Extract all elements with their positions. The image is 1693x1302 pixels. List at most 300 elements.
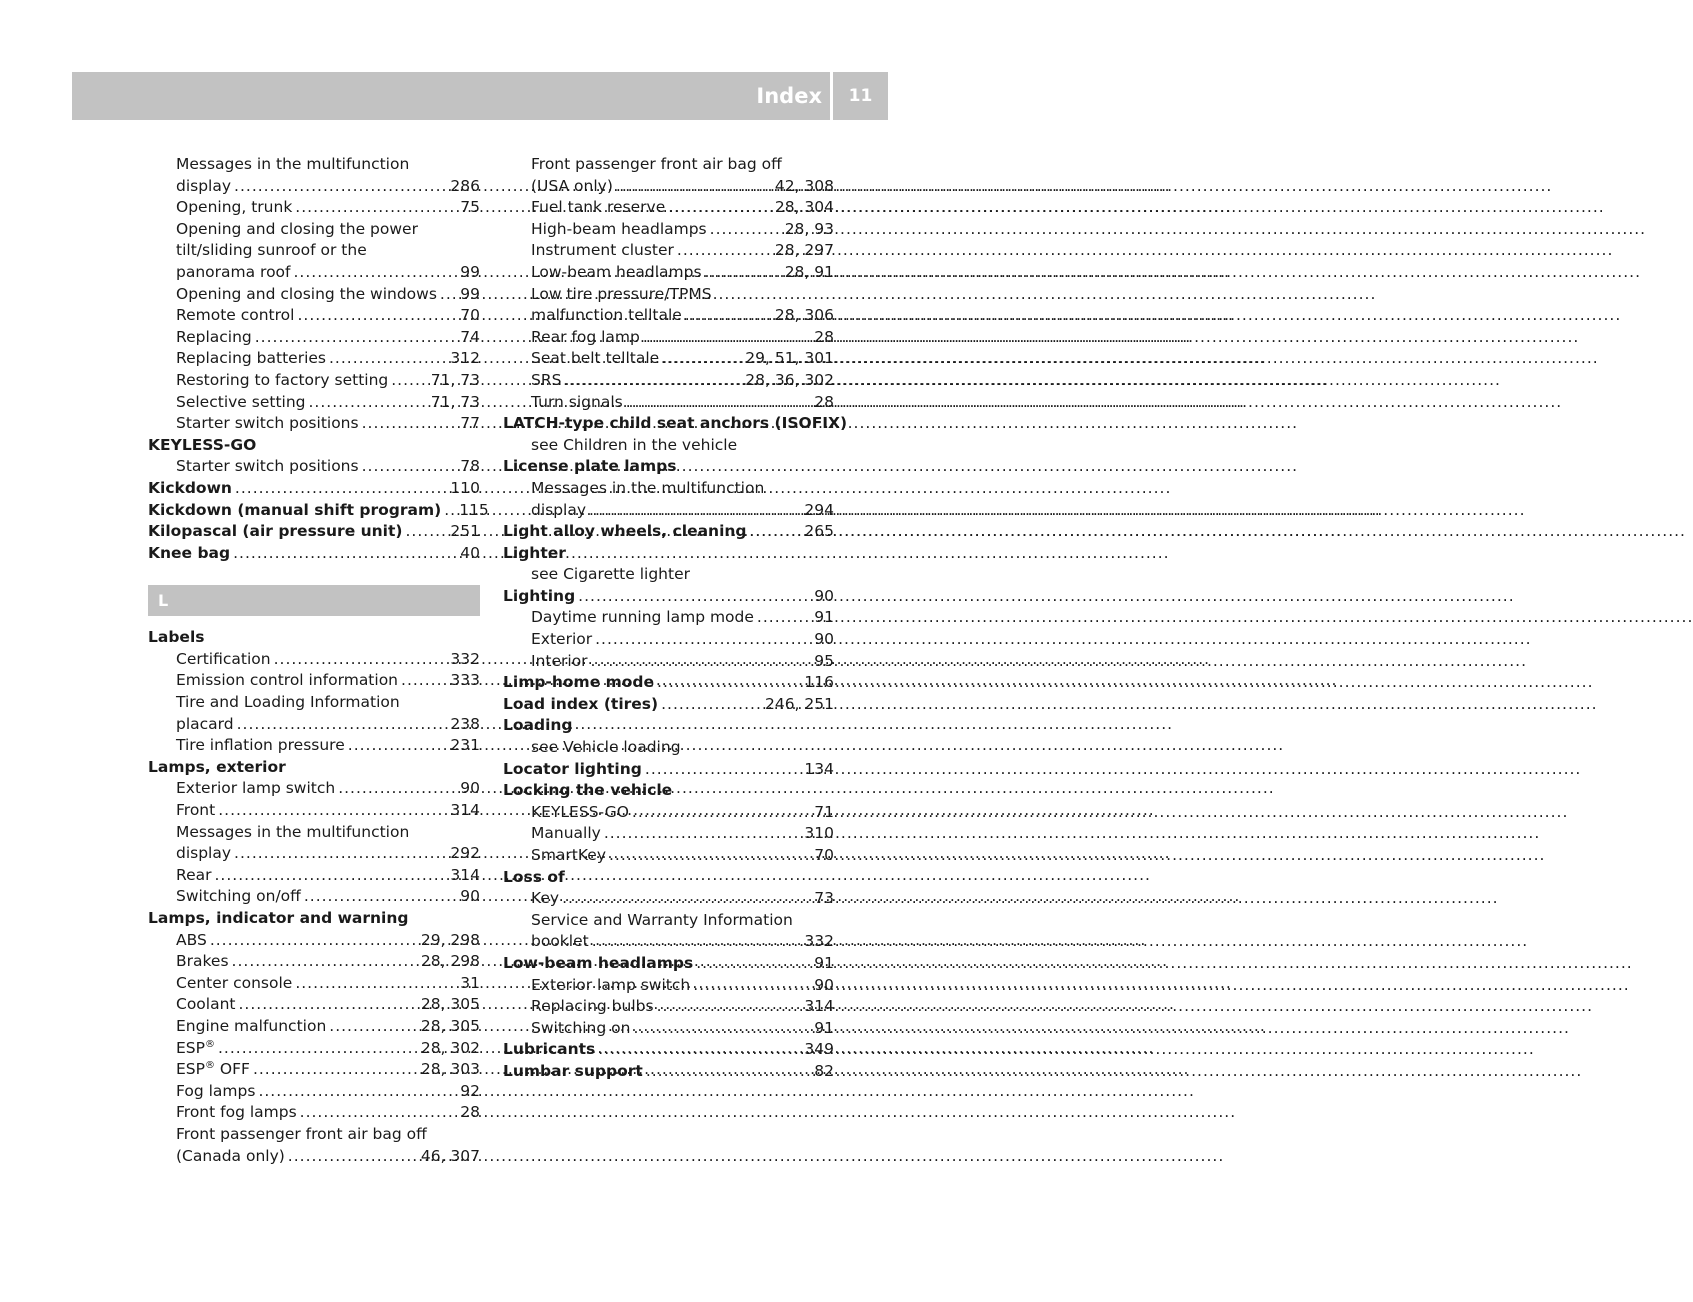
index-heading: [503, 456, 834, 478]
dot-leader: [329, 1016, 418, 1038]
index-entry: [503, 327, 834, 349]
index-entry: [148, 1124, 480, 1146]
dot-leader: [214, 865, 447, 887]
entry-text: Front: [176, 801, 216, 820]
dot-leader: [564, 370, 742, 392]
entry-text: SRS: [531, 370, 562, 389]
index-list-l-part1: [148, 627, 480, 1167]
dot-leader: [661, 694, 762, 716]
index-entry: [148, 843, 480, 865]
index-heading: [503, 759, 834, 781]
index-entry: [148, 370, 480, 392]
dot-leader: [657, 672, 801, 694]
dot-leader: [589, 500, 801, 522]
page-ref[interactable]: 332: [450, 649, 480, 668]
entry-text: Emission control information: [176, 671, 399, 690]
index-entry: [148, 392, 480, 414]
dot-leader: [592, 931, 802, 953]
index-list-l-part2: [503, 154, 848, 1083]
index-entry: [503, 305, 834, 327]
entry-text: Kickdown: [148, 478, 232, 497]
index-heading: [503, 953, 834, 975]
page-ref[interactable]: 90: [460, 779, 480, 798]
entry-text: Replacing batteries: [176, 349, 326, 368]
page-ref[interactable]: 92: [460, 1081, 480, 1100]
registered-mark: ®: [204, 1038, 215, 1050]
page-ref[interactable]: 73: [814, 889, 834, 908]
page-ref[interactable]: 31: [460, 973, 480, 992]
entry-text: Fog lamps: [176, 1081, 256, 1100]
dot-leader: [233, 543, 457, 565]
page-ref[interactable]: 110: [450, 478, 480, 497]
page-ref[interactable]: 314: [804, 997, 834, 1016]
entry-text: ABS: [176, 930, 207, 949]
index-entry: [503, 823, 834, 845]
page-ref[interactable]: 71: [814, 802, 834, 821]
entry-text: Lighting: [503, 586, 576, 605]
dot-leader: [705, 262, 782, 284]
index-entry: [503, 996, 834, 1018]
index-entry: [503, 737, 834, 759]
dot-leader: [562, 888, 811, 910]
entry-text: Lamps, indicator and warning: [148, 909, 409, 927]
page-ref[interactable]: 28, 303: [420, 1060, 480, 1079]
entry-text: Rear fog lamp: [531, 327, 640, 346]
dot-leader: [253, 1059, 418, 1081]
page-ref[interactable]: 29, 51, 301: [745, 349, 834, 368]
entry-text: Instrument cluster: [531, 241, 674, 260]
page-ref[interactable]: 294: [804, 500, 834, 519]
entry-text: Locking the vehicle: [503, 781, 673, 800]
page-ref[interactable]: 246, 251: [764, 694, 834, 713]
section-letter-bar: L: [148, 585, 480, 616]
header-title: Index: [756, 84, 822, 108]
page-ref[interactable]: 71, 73: [430, 370, 480, 389]
entry-text: Seat belt telltale: [531, 349, 660, 368]
entry-text: Interior: [531, 651, 588, 670]
page-ref[interactable]: 90: [814, 630, 834, 649]
index-entry: [148, 714, 480, 736]
entry-text: Messages in the multifunction: [176, 822, 410, 841]
entry-text: Light alloy wheels, cleaning: [503, 522, 747, 541]
index-heading: [503, 1061, 834, 1083]
dot-leader: [668, 197, 772, 219]
page-number: 11: [848, 86, 873, 106]
index-entry: [148, 649, 480, 671]
dot-leader: [406, 521, 448, 543]
index-heading: [503, 780, 834, 802]
page-ref[interactable]: 77: [460, 414, 480, 433]
index-entry: [148, 930, 480, 952]
page-ref[interactable]: 28, 306: [774, 306, 834, 325]
page-ref[interactable]: 115: [459, 500, 489, 519]
index-entry: [503, 197, 834, 219]
index-entry: [503, 888, 834, 910]
dot-leader: [591, 651, 812, 673]
dot-leader: [595, 629, 811, 651]
entry-text: Engine malfunction: [176, 1016, 327, 1035]
entry-text: Tire and Loading Information: [176, 693, 400, 712]
page-ref[interactable]: 314: [450, 801, 480, 820]
dot-leader: [391, 370, 427, 392]
page-ref[interactable]: 82: [814, 1061, 834, 1080]
page-ref[interactable]: 28, 298: [420, 952, 480, 971]
page-ref[interactable]: 28: [814, 327, 834, 346]
index-entry: [503, 435, 834, 457]
page-header: [72, 72, 888, 120]
entry-text: Lamps, exterior: [148, 757, 286, 776]
index-heading: [503, 543, 834, 565]
entry-text: Opening and closing the windows: [176, 284, 437, 303]
index-heading: [503, 867, 834, 889]
index-entry: [503, 478, 834, 500]
dot-leader: [662, 348, 742, 370]
entry-text: Lumbar support: [503, 1061, 643, 1080]
index-heading: [503, 413, 848, 435]
page-ref[interactable]: 28, 304: [774, 198, 834, 217]
entry-text: License plate lamps: [503, 457, 677, 476]
index-entry: [148, 219, 480, 241]
page-ref[interactable]: 312: [450, 349, 480, 368]
entry-text: Certification: [176, 649, 271, 668]
dot-leader: [258, 1081, 457, 1103]
page-ref[interactable]: 333: [450, 671, 480, 690]
entry-text: Front passenger front air bag off: [176, 1124, 427, 1143]
page-ref[interactable]: 28, 305: [420, 995, 480, 1014]
page-ref[interactable]: 28: [814, 392, 834, 411]
page-ref[interactable]: 74: [460, 327, 480, 346]
dot-leader: [645, 759, 802, 781]
dot-leader: [632, 802, 811, 824]
entry-text: Coolant: [176, 995, 236, 1014]
entry-text: Fuel tank reserve: [531, 198, 666, 217]
index-entry: [148, 413, 480, 435]
entry-text: Limp-home mode: [503, 673, 655, 692]
page-ref[interactable]: 99: [460, 262, 480, 281]
dot-leader: [338, 778, 457, 800]
dot-leader: [297, 305, 457, 327]
index-entry: [148, 176, 480, 198]
entry-text: Front fog lamps: [176, 1103, 297, 1122]
index-heading: [148, 435, 480, 457]
entry-text: Daytime running lamp mode: [531, 608, 754, 627]
page-ref[interactable]: 286: [450, 176, 480, 195]
dot-leader: [657, 996, 802, 1018]
page-ref[interactable]: 28, 91: [784, 262, 834, 281]
dot-leader: [362, 413, 458, 435]
page-ref[interactable]: 238: [450, 714, 480, 733]
page-ref[interactable]: 231: [450, 736, 480, 755]
index-entry: [148, 240, 480, 262]
dot-leader: [677, 240, 772, 262]
index-heading: [148, 478, 480, 500]
index-heading: [503, 694, 834, 716]
index-column-left: [148, 154, 489, 1167]
page-ref[interactable]: 349: [804, 1040, 834, 1059]
entry-text: (USA only): [531, 176, 613, 195]
page-ref[interactable]: 70: [460, 306, 480, 325]
dot-leader: [237, 714, 448, 736]
page-ref[interactable]: 71, 73: [430, 392, 480, 411]
dot-leader: [440, 284, 457, 306]
entry-text: see Children in the vehicle: [531, 435, 738, 454]
page-ref[interactable]: 75: [460, 198, 480, 217]
dot-leader: [274, 649, 448, 671]
entry-text: placard: [176, 714, 234, 733]
entry-text: Locator lighting: [503, 759, 642, 778]
entry-text: Load index (tires): [503, 694, 659, 713]
dot-leader: [218, 800, 447, 822]
index-entry: [148, 692, 480, 714]
entry-text: display: [176, 844, 232, 863]
entry-text: Kickdown (manual shift program): [148, 500, 442, 519]
index-heading: [503, 521, 834, 543]
dot-leader: [710, 219, 782, 241]
entry-text: Kilopascal (air pressure unit): [148, 522, 403, 541]
dot-leader: [401, 670, 447, 692]
page-ref[interactable]: 28, 305: [420, 1016, 480, 1035]
section-gap: [148, 564, 480, 585]
page-ref[interactable]: 28, 297: [774, 241, 834, 260]
entry-text: Messages in the multifunction: [531, 478, 765, 497]
page-ref[interactable]: 28, 302: [420, 1038, 480, 1057]
dot-leader: [235, 478, 447, 500]
dot-leader: [304, 886, 457, 908]
index-heading: [148, 500, 489, 522]
entry-text: Restoring to factory setting: [176, 370, 389, 389]
entry-text: Manually: [531, 824, 601, 843]
index-entry: [503, 629, 834, 651]
page-ref[interactable]: 46, 307: [420, 1146, 480, 1165]
index-entry: [503, 392, 834, 414]
page-ref[interactable]: 90: [814, 975, 834, 994]
index-heading: [503, 1039, 834, 1061]
index-entry: [148, 262, 480, 284]
index-entry: [148, 800, 480, 822]
dot-leader: [300, 1102, 458, 1124]
dot-leader: [626, 392, 812, 414]
index-entry: [148, 951, 480, 973]
index-entry: [503, 910, 834, 932]
index-heading: [503, 715, 834, 737]
dot-leader: [348, 735, 448, 757]
index-entry: [148, 456, 480, 478]
page-ref[interactable]: 310: [804, 824, 834, 843]
page-ref[interactable]: 251: [450, 522, 480, 541]
entry-text: Lubricants: [503, 1040, 596, 1059]
dot-leader: [239, 994, 418, 1016]
entry-text: malfunction telltale: [531, 306, 682, 325]
dot-leader: [362, 456, 458, 478]
page-ref[interactable]: 91: [814, 953, 834, 972]
index-entry: [148, 886, 480, 908]
entry-text: Replacing bulbs: [531, 997, 654, 1016]
entry-text: Tire inflation pressure: [176, 736, 345, 755]
index-entry: [148, 1016, 480, 1038]
entry-text: see Vehicle loading: [531, 738, 681, 757]
entry-text: Knee bag: [148, 543, 231, 562]
index-entry: [503, 845, 834, 867]
page-ref[interactable]: 91: [814, 608, 834, 627]
entry-text: Rear: [176, 865, 212, 884]
dot-leader: [696, 953, 811, 975]
dot-leader: [598, 1039, 801, 1061]
index-entry: [503, 975, 834, 997]
page-ref[interactable]: 28: [460, 1103, 480, 1122]
index-entry: [503, 262, 834, 284]
entry-text: Loss of: [503, 867, 565, 886]
index-heading: [503, 672, 834, 694]
page-ref[interactable]: 116: [804, 673, 834, 692]
dot-leader: [295, 197, 457, 219]
index-entry: [148, 1102, 480, 1124]
entry-text: Low-beam headlamps: [531, 262, 702, 281]
entry-text: SmartKey: [531, 846, 606, 864]
dot-leader: [234, 843, 447, 865]
dot-leader: [578, 586, 811, 608]
index-heading: [148, 908, 480, 930]
page-ref[interactable]: 99: [460, 284, 480, 303]
dot-leader: [633, 1018, 811, 1040]
dot-leader: [643, 327, 811, 349]
entry-text: booklet: [531, 932, 589, 951]
index-column-right: [503, 154, 848, 1083]
entry-text: Center console: [176, 973, 293, 992]
index-entry: [148, 154, 480, 176]
index-entry: [148, 1059, 480, 1081]
index-entry: [148, 670, 480, 692]
dot-leader: [444, 500, 456, 522]
index-entry: [148, 327, 480, 349]
dot-leader: [693, 975, 811, 997]
index-entry: [503, 651, 834, 673]
index-entry: [148, 994, 480, 1016]
entry-text: Key: [531, 889, 560, 908]
index-entry: [503, 284, 834, 306]
index-entry: [148, 1038, 480, 1060]
index-entry: [503, 240, 834, 262]
index-entry: [148, 305, 480, 327]
dot-leader: [685, 305, 772, 327]
entry-text: Exterior lamp switch: [531, 975, 691, 994]
index-entry: [148, 1146, 480, 1168]
index-list-k: [148, 154, 489, 564]
page-ref[interactable]: 292: [450, 844, 480, 863]
index-entry: [148, 822, 480, 844]
page-ref[interactable]: 314: [450, 865, 480, 884]
index-entry: [503, 802, 834, 824]
entry-text: KEYLESS-GO: [531, 802, 629, 821]
index-entry: [503, 176, 834, 198]
entry-text: Low tire pressure/TPMS: [531, 284, 712, 303]
entry-text: Selective setting: [176, 392, 306, 411]
page-ref[interactable]: 42, 308: [774, 176, 834, 195]
dot-leader: [609, 845, 811, 867]
entry-text: panorama roof: [176, 262, 291, 281]
entry-text: Starter switch positions: [176, 414, 359, 433]
entry-text: Starter switch positions: [176, 457, 359, 476]
page-ref[interactable]: 28, 36, 302: [745, 370, 834, 389]
entry-text: Switching on/off: [176, 887, 301, 906]
dot-leader: [604, 823, 802, 845]
dot-leader: [294, 262, 458, 284]
index-heading: [148, 543, 480, 565]
index-entry: [148, 348, 480, 370]
entry-text: Replacing: [176, 327, 252, 346]
index-entry: [148, 735, 480, 757]
dot-leader: [750, 521, 802, 543]
page-ref[interactable]: 91: [814, 1018, 834, 1037]
index-entry: [148, 284, 480, 306]
index-entry: [503, 348, 834, 370]
entry-text: display: [531, 500, 587, 519]
page-ref[interactable]: 29, 298: [420, 930, 480, 949]
dot-leader: [218, 1038, 418, 1060]
page-ref[interactable]: 134: [804, 759, 834, 778]
entry-text: Brakes: [176, 952, 229, 971]
entry-text: see Cigarette lighter: [531, 565, 690, 584]
index-entry: [148, 1081, 480, 1103]
dot-leader: [232, 951, 418, 973]
dot-leader: [288, 1146, 418, 1168]
page-ref[interactable]: 78: [460, 457, 480, 476]
entry-text: Opening, trunk: [176, 198, 293, 217]
dot-leader: [309, 392, 428, 414]
index-entry: [148, 865, 480, 887]
index-heading: [148, 521, 480, 543]
page-ref[interactable]: 332: [804, 932, 834, 951]
registered-mark: ®: [204, 1060, 215, 1072]
page-ref[interactable]: 90: [814, 586, 834, 605]
entry-text: Loading: [503, 716, 573, 735]
index-entry: [148, 778, 480, 800]
index-entry: [503, 500, 834, 522]
index-heading: [148, 757, 480, 779]
page-ref[interactable]: 265: [804, 522, 834, 541]
page-ref[interactable]: 28, 93: [784, 219, 834, 238]
entry-text: tilt/sliding sunroof or the: [176, 241, 367, 260]
entry-text: LATCH-type child seat anchors (ISOFIX): [503, 414, 848, 433]
entry-text: Exterior: [531, 630, 593, 649]
entry-text: Lighter: [503, 543, 566, 562]
page-ref[interactable]: 90: [460, 887, 480, 906]
index-heading: [503, 586, 834, 608]
dot-leader: [234, 176, 447, 198]
entry-text: Service and Warranty Information: [531, 910, 793, 929]
entry-text: Switching on: [531, 1018, 631, 1037]
index-entry: [503, 154, 834, 176]
index-heading: [148, 627, 480, 649]
entry-text: (Canada only): [176, 1146, 285, 1165]
page-ref[interactable]: 95: [814, 651, 834, 670]
entry-text: Low-beam headlamps: [503, 953, 694, 972]
page-ref[interactable]: 70: [814, 846, 834, 864]
dot-leader: [295, 973, 457, 995]
entry-text: High-beam headlamps: [531, 219, 707, 238]
page-ref[interactable]: 40: [460, 543, 480, 562]
index-entry: [148, 973, 480, 995]
entry-text: Remote control: [176, 306, 295, 325]
entry-text-suffix: OFF: [214, 1060, 250, 1079]
entry-text: display: [176, 176, 232, 195]
entry-text: Labels: [148, 628, 205, 647]
dot-leader: [757, 607, 811, 629]
index-entry: [503, 564, 834, 586]
entry-text: Exterior lamp switch: [176, 779, 336, 798]
dot-leader: [255, 327, 458, 349]
entry-text: ESP® OFF: [176, 1060, 250, 1079]
dot-leader: [646, 1061, 811, 1083]
